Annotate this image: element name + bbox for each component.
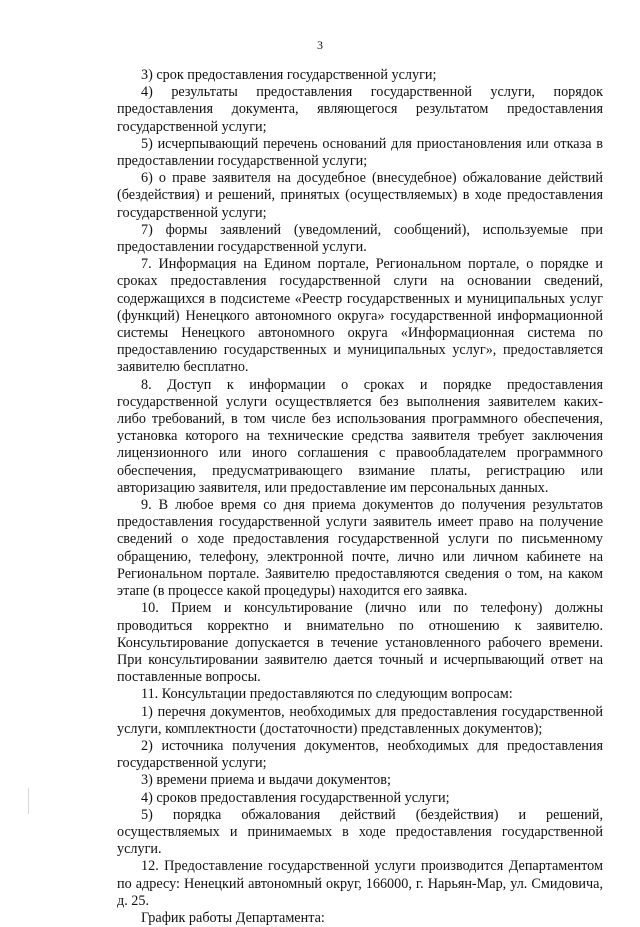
paragraph: 7. Информация на Едином портале, Региональном портале, о порядке и сроках предоставления государственной слуги на основании сведений, содержащихся в подсистеме «Реестр государственных и муниципальных услуг (функций) Ненецкого автономного округа» государственной информационной системы Ненецкого автономного округа «Информационная система по предоставлению государственных и муниципальных услуг», предоставляется заявителю бесплатно. [117,256,603,376]
document-body [117,67,603,927]
paragraph: 6) о праве заявителя на досудебное (внесудебное) обжалование действий (бездействия) и решений, принятых (осуществляемых) в ходе предоставления государственной услуги; [117,170,603,221]
paragraph: 11. Консультации предоставляются по следующим вопросам: [141,686,513,703]
paragraph: 12. Предоставление государственной услуги производится Департаментом по адресу: Ненецкий автономный округ, 166000, г. Нарьян-Мар, ул. Смидовича, д. 25. [117,858,603,909]
paragraph: 4) сроков предоставления государственной услуги; [141,789,450,806]
paragraph: 7) формы заявлений (уведомлений, сообщений), используемые при предоставлении государственной услуги. [117,221,603,256]
paragraph: График работы Департамента: [141,909,325,926]
page-number: 3 [317,38,323,52]
paragraph: 8. Доступ к информации о сроках и порядке предоставления государственной услуги осуществляется без выполнения заявителем каких-либо требований, в том числе без использования программного обеспечения, установка которого на технические средства заявителя требует заключения лицензионного или иного соглашения с правообладателем программного обеспечения, предусматривающего взимание платы, регистрацию или авторизацию заявителя, или предоставление им персональных данных. [117,376,603,496]
paragraph: 2) источника получения документов, необходимых для предоставления государственной услуги; [117,737,603,772]
paragraph: 5) исчерпывающий перечень оснований для приостановления или отказа в предоставлении государственной услуги; [117,135,603,170]
paragraph: 3) времени приема и выдачи документов; [141,772,391,789]
scan-margin-mark [28,788,29,814]
paragraph: 1) перечня документов, необходимых для предоставления государственной услуги, комплектности (достаточности) представленных документов); [117,703,603,737]
paragraph: 10. Прием и консультирование (лично или по телефону) должны проводиться корректно и внимательно по отношению к заявителю. Консультирование допускается в течение установленного рабочего времени. При консультировании заявителю дается точный и исчерпывающий ответ на поставленные вопросы. [117,600,603,686]
paragraph: 3) срок предоставления государственной услуги; [141,67,437,83]
paragraph: 4) результаты предоставления государственной услуги, порядок предоставления документа, являющегося результатом предоставления государственной услуги; [117,84,603,135]
paragraph: 5) порядка обжалования действий (бездействия) и решений, осуществляемых и принимаемых в ходе предоставления государственной услуги. [117,806,603,858]
paragraph: 9. В любое время со дня приема документов до получения результатов предоставления государственной услуги заявитель имеет право на получение сведений о ходе предоставления государственной услуги по письменному обращению, телефону, электронной почте, лично или личном кабинете на Региональном портале. Заявителю предоставляются сведения о том, на каком этапе (в процессе какой процедуры) находится его заявка. [117,497,603,600]
